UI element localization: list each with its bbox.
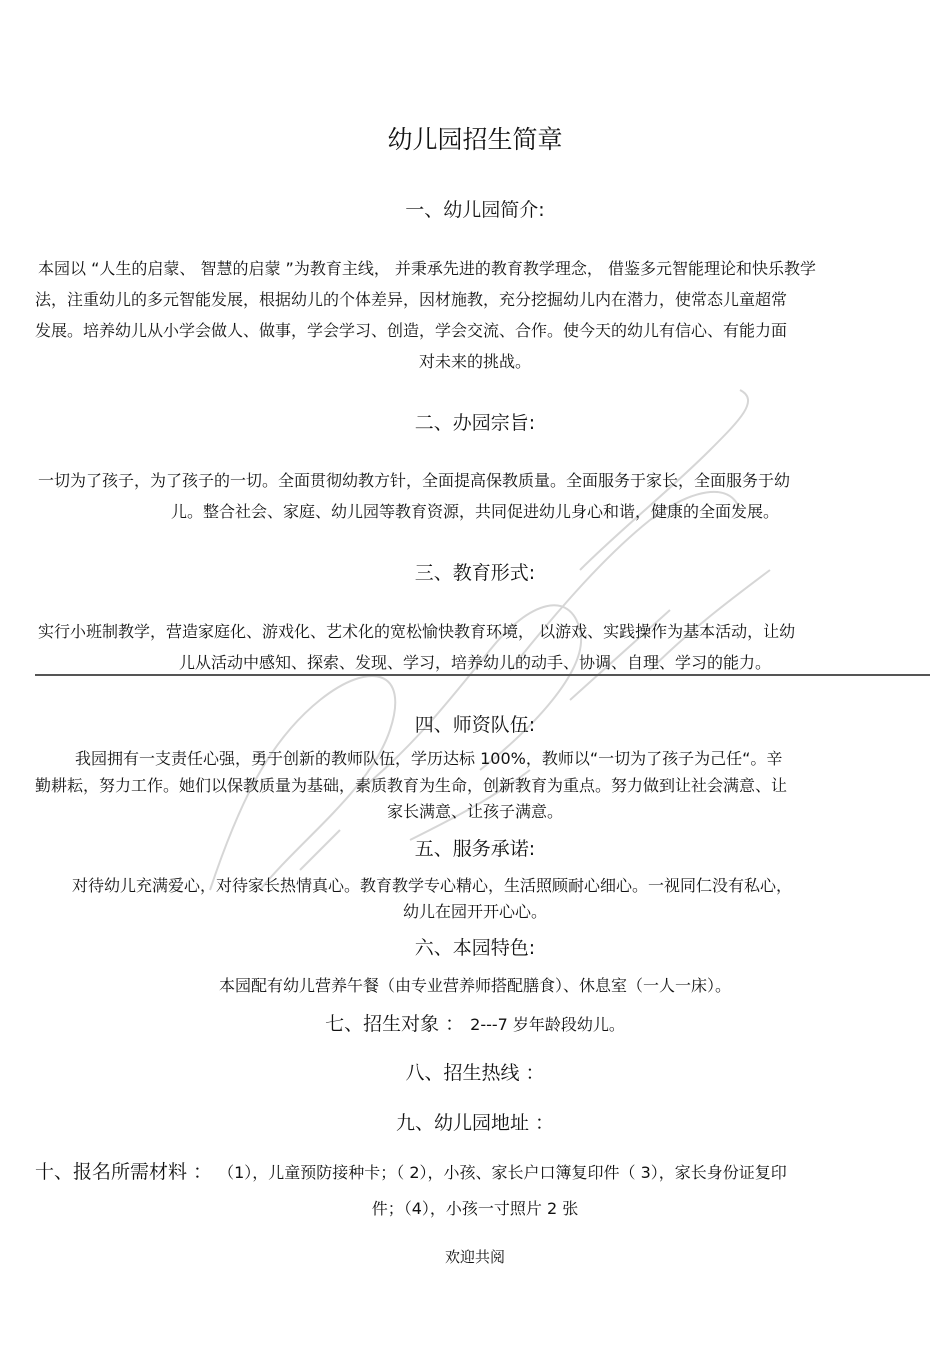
paragraph-line: 勤耕耘，努力工作。她们以保教质量为基础，素质教育为生命，创新教育为重点。努力做到让社会满意、让 <box>35 776 788 795</box>
paragraph-line: 本园以 “人生的启蒙、 智慧的启蒙 ”为教育主线， 并秉承先进的教育教学理念， 借鉴多元智能理论和快乐教学 <box>38 259 817 278</box>
required-materials-label: 十、报名所需材料 ： <box>35 1161 213 1183</box>
section-heading-purpose: 二、办园宗旨: <box>414 412 536 434</box>
paragraph-line: 儿。整合社会、家庭、幼儿园等教育资源，共同促进幼儿身心和谐，健康的全面发展。 <box>170 502 779 521</box>
paragraph-line: 法，注重幼儿的多元智能发展，根据幼儿的个体差异，因材施教，充分挖掘幼儿内在潜力，使常态儿童超常 <box>35 290 788 309</box>
section-heading-features: 六、本园特色: <box>414 937 536 959</box>
paragraph-line: 对待幼儿充满爱心，对待家长热情真心。教育教学专心精心，生活照顾耐心细心。一视同仁没有私心， <box>72 876 793 895</box>
paragraph-line: 本园配有幼儿营养午餐（由专业营养师搭配膳食）、休息室（一人一床）。 <box>218 976 731 995</box>
paragraph-line: 实行小班制教学，营造家庭化、游戏化、艺术化的宽松愉快教育环境， 以游戏、实践操作为基本活动，让幼 <box>38 622 796 641</box>
kindergarten-address: 九、幼儿园地址 ： <box>395 1112 555 1134</box>
section-heading-education-form: 三、教育形式: <box>414 562 536 584</box>
enrollment-target <box>0 1009 950 1036</box>
paragraph-line: 幼儿在园开开心心。 <box>402 902 547 921</box>
paragraph-line: 家长满意、让孩子满意。 <box>386 802 563 821</box>
enrollment-target-label: 七、招生对象 ： <box>325 1013 465 1035</box>
footer-text: 欢迎共阅 <box>444 1248 505 1266</box>
section-heading-service: 五、服务承诺: <box>414 838 536 860</box>
horizontal-divider <box>35 674 930 676</box>
paragraph-line: 对未来的挑战。 <box>418 352 531 371</box>
required-materials-line: 件；（4），小孩一寸照片 2 张 <box>371 1199 579 1218</box>
paragraph-line: 发展。培养幼儿从小学会做人、做事，学会学习、创造，学会交流、合作。使今天的幼儿有信心、有能力面 <box>35 321 788 340</box>
paragraph-line: 儿从活动中感知、探索、发现、学习，培养幼儿的动手、协调、自理、学习的能力。 <box>178 653 771 672</box>
required-materials-line: （1），儿童预防接种卡；（ 2），小孩、家长户口簿复印件（ 3），家长身份证复印 <box>218 1163 787 1182</box>
required-materials <box>35 1157 787 1184</box>
paragraph-line: 我园拥有一支责任心强，勇于创新的教师队伍，学历达标 100%，教师以“一切为了孩子为己任“。辛 <box>75 749 783 768</box>
section-heading-teachers: 四、师资队伍: <box>414 714 536 736</box>
enrollment-hotline: 八、招生热线 ： <box>405 1062 545 1084</box>
paragraph-line: 一切为了孩子，为了孩子的一切。全面贯彻幼教方针，全面提高保教质量。全面服务于家长，全面服务于幼 <box>38 471 791 490</box>
section-heading-intro: 一、幼儿园简介: <box>405 199 545 221</box>
page-title: 幼儿园招生简章 <box>387 125 563 154</box>
enrollment-target-value: 2---7 岁年龄段幼儿。 <box>470 1015 625 1034</box>
